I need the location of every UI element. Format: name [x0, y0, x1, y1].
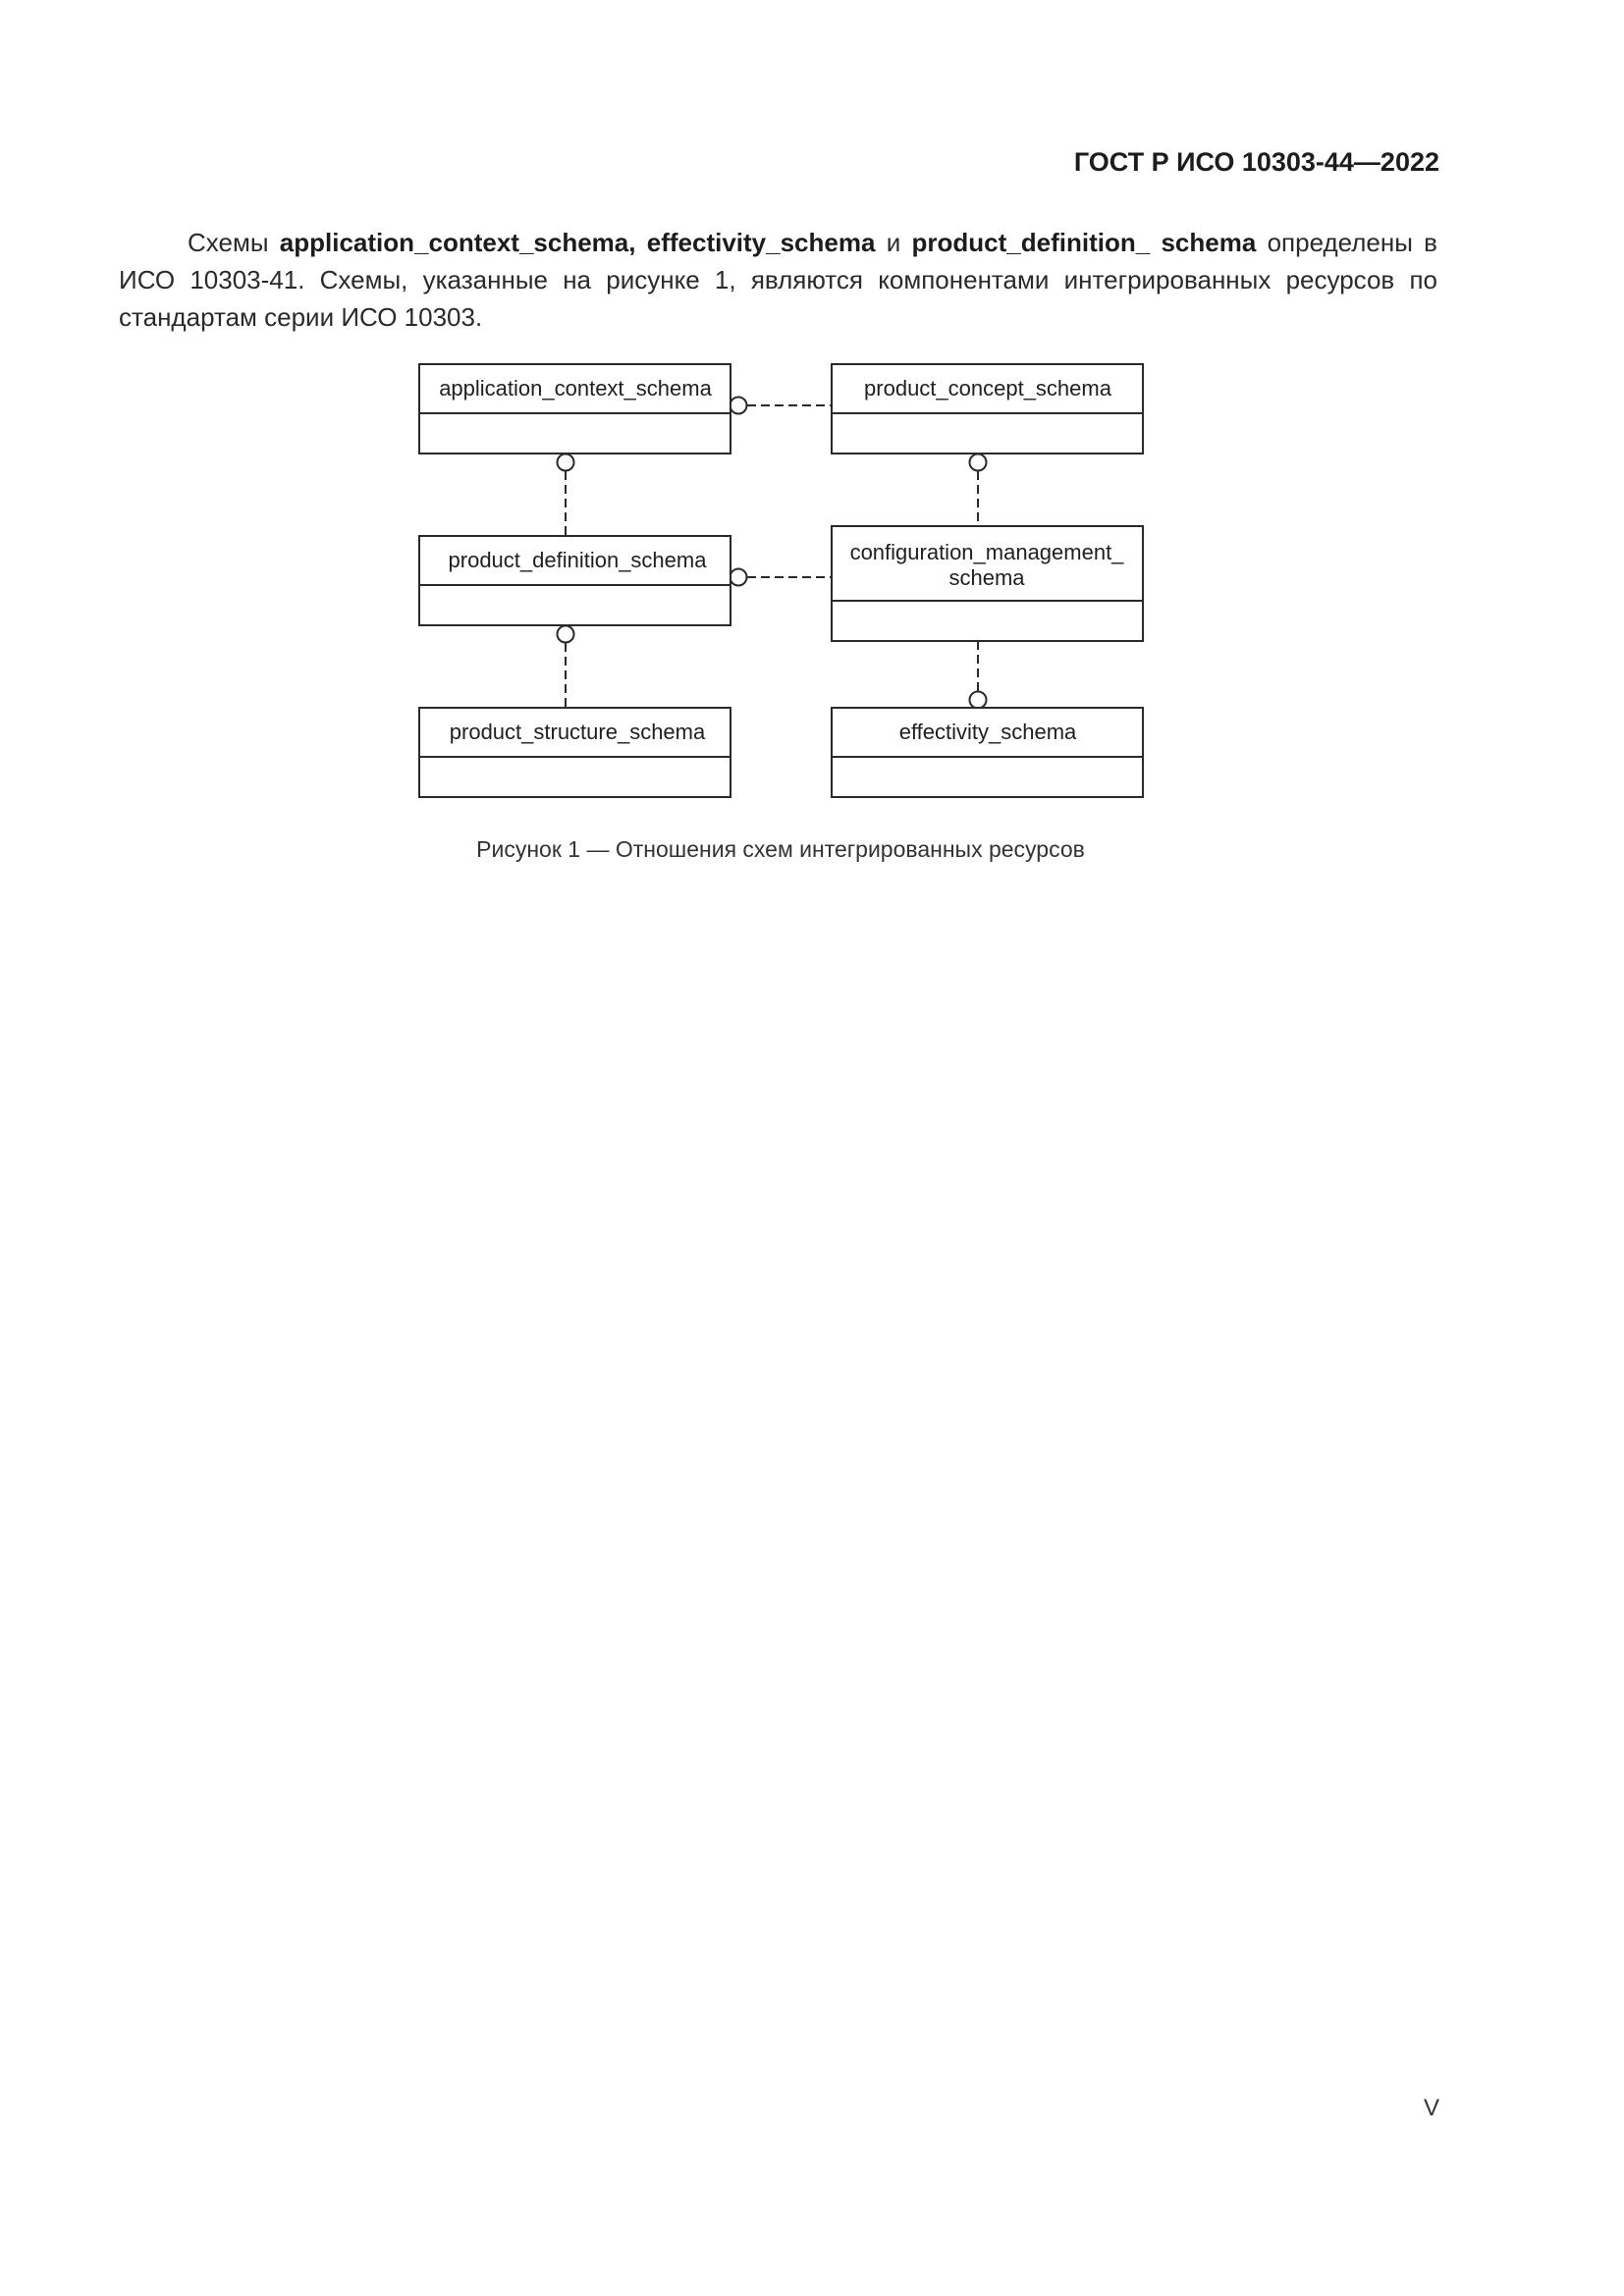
link-end-configuration-effectivity: [970, 692, 987, 709]
box-label: product_definition_schema: [448, 548, 707, 572]
figure-caption: Рисунок 1 — Отношения схем интегрированных ресурсов: [476, 836, 1085, 862]
schema-relationship-diagram: [0, 0, 1624, 883]
box-label: effectivity_schema: [898, 720, 1077, 744]
box-label-line-1: configuration_management_: [849, 540, 1124, 564]
box-product-structure-schema: [419, 708, 731, 797]
link-end-context-definition: [558, 454, 574, 471]
link-end-context-concept: [731, 398, 747, 414]
para-bold-2: product_definition_ schema: [911, 228, 1257, 257]
box-label-line-2: schema: [948, 565, 1025, 590]
box-label: product_concept_schema: [864, 376, 1111, 400]
box-product-definition-schema: [419, 536, 731, 625]
para-bold-1: application_context_schema, effectivity_schema: [279, 228, 876, 257]
link-end-concept-configuration: [970, 454, 987, 471]
box-product-concept-schema: [832, 364, 1143, 454]
box-label: product_structure_schema: [449, 720, 706, 744]
para-text-3: определены в ИСО 10303-41. Схемы, указанные на рисунке 1, являются компонентами интегрированных ресурсов по стандартам серии ИСО 10303.: [119, 228, 1437, 332]
box-effectivity-schema: [832, 708, 1143, 797]
link-end-definition-configuration: [731, 569, 747, 586]
box-label: application_context_schema: [439, 376, 712, 400]
page-number: V: [1423, 2095, 1439, 2121]
box-application-context-schema: [419, 364, 731, 454]
box-configuration-management-schema: [832, 526, 1143, 641]
para-text-2: и: [875, 228, 912, 257]
para-text-1: Схемы: [188, 228, 280, 257]
link-end-definition-structure: [558, 626, 574, 643]
document-header: ГОСТ Р ИСО 10303-44—2022: [1073, 147, 1439, 177]
